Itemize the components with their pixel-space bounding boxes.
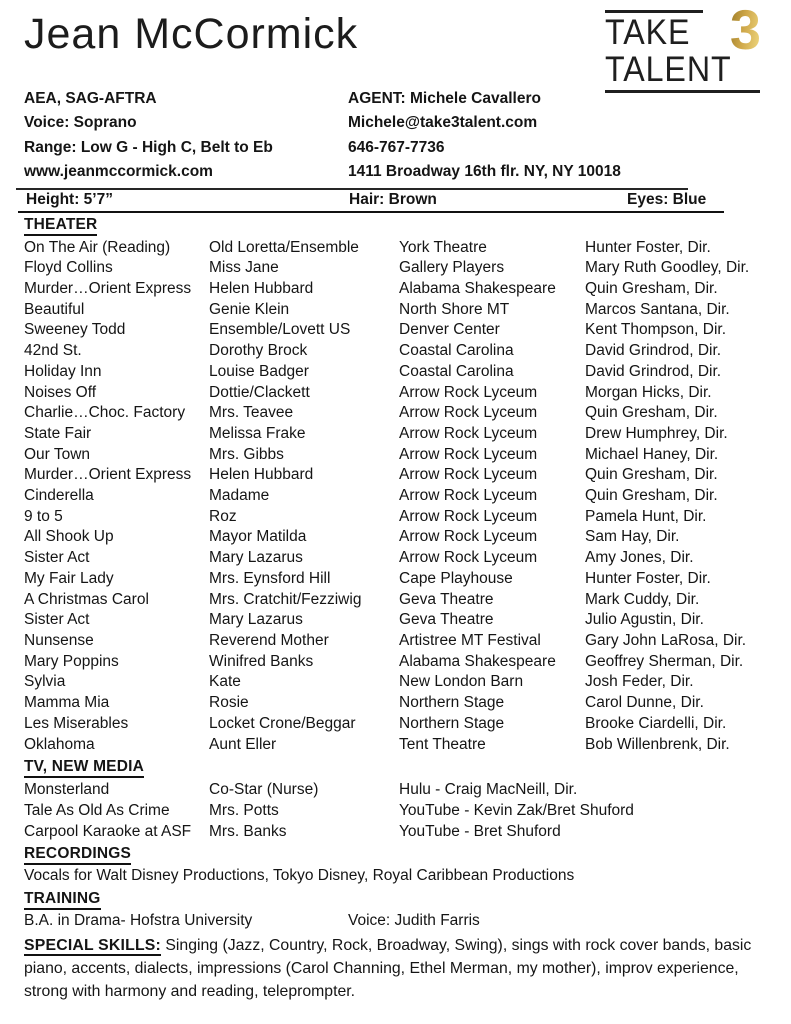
agent-name: AGENT: Michele Cavallero	[348, 90, 541, 107]
theater-cell-show: Sister Act	[24, 549, 90, 567]
take3talent-logo	[605, 0, 763, 93]
theater-cell-theatre: Tent Theatre	[399, 735, 486, 753]
tv-cell-role: Mrs. Banks	[209, 822, 287, 840]
theater-cell-director: Carol Dunne, Dir.	[585, 694, 704, 712]
theater-cell-role: Genie Klein	[209, 300, 290, 318]
training-degree: B.A. in Drama- Hofstra University	[24, 912, 253, 930]
theater-cell-role: Aunt Eller	[209, 735, 277, 753]
theater-cell-theatre: Coastal Carolina	[399, 342, 514, 360]
tv-cell-network: YouTube - Kevin Zak/Bret Shuford	[399, 801, 634, 819]
theater-cell-director: Quin Gresham, Dir.	[585, 280, 718, 298]
training-section-header: TRAINING	[24, 889, 101, 910]
theater-cell-role: Reverend Mother	[209, 631, 329, 649]
theater-cell-role: Dottie/Clackett	[209, 383, 310, 401]
theater-cell-director: Quin Gresham, Dir.	[585, 404, 718, 422]
theater-cell-theatre: Alabama Shakespeare	[399, 280, 556, 298]
theater-cell-role: Mrs. Cratchit/Fezziwig	[209, 590, 362, 608]
theater-cell-theatre: Gallery Players	[399, 259, 505, 277]
theater-cell-show: 42nd St.	[24, 342, 82, 360]
theater-cell-show: Charlie…Choc. Factory	[24, 404, 186, 422]
theater-cell-director: Drew Humphrey, Dir.	[585, 424, 728, 442]
theater-cell-show: Holiday Inn	[24, 362, 102, 380]
theater-cell-theatre: Coastal Carolina	[399, 362, 514, 380]
theater-cell-role: Melissa Frake	[209, 424, 306, 442]
theater-cell-show: Mamma Mia	[24, 694, 110, 712]
theater-cell-role: Old Loretta/Ensemble	[209, 238, 359, 256]
recordings-section-header: RECORDINGS	[24, 844, 131, 865]
theater-cell-director: Mary Ruth Goodley, Dir.	[585, 259, 750, 277]
theater-cell-show: Cinderella	[24, 487, 94, 505]
theater-cell-role: Mary Lazarus	[209, 611, 303, 629]
theater-cell-theatre: York Theatre	[399, 238, 487, 256]
special-skills-paragraph	[24, 934, 769, 1003]
logo-gold-three: 3	[729, 0, 761, 61]
theater-cell-director: Morgan Hicks, Dir.	[585, 383, 712, 401]
theater-table	[24, 238, 767, 756]
theater-cell-show: Sister Act	[24, 611, 90, 629]
theater-cell-role: Mrs. Teavee	[209, 404, 294, 422]
tv-cell-role: Co-Star (Nurse)	[209, 781, 319, 799]
recordings-text: Vocals for Walt Disney Productions, Tokyo Disney, Royal Caribbean Productions	[24, 867, 575, 885]
theater-cell-theatre: North Shore MT	[399, 300, 510, 318]
theater-cell-director: Quin Gresham, Dir.	[585, 487, 718, 505]
theater-cell-show: Noises Off	[24, 383, 97, 401]
theater-cell-theatre: Arrow Rock Lyceum	[399, 383, 538, 401]
theater-cell-director: Marcos Santana, Dir.	[585, 300, 730, 318]
theater-cell-director: Brooke Ciardelli, Dir.	[585, 714, 727, 732]
theater-section-header: THEATER	[24, 215, 97, 236]
theater-cell-theatre: Arrow Rock Lyceum	[399, 424, 538, 442]
theater-cell-director: Kent Thompson, Dir.	[585, 321, 727, 339]
union-affiliations: AEA, SAG-AFTRA	[24, 90, 157, 107]
theater-cell-show: Our Town	[24, 445, 91, 463]
theater-cell-role: Mary Lazarus	[209, 549, 303, 567]
theater-cell-show: On The Air (Reading)	[24, 238, 171, 256]
theater-cell-director: Julio Agustin, Dir.	[585, 611, 704, 629]
tv-cell-show: Carpool Karaoke at ASF	[24, 822, 192, 840]
theater-cell-role: Miss Jane	[209, 259, 279, 277]
theater-cell-theatre: Arrow Rock Lyceum	[399, 549, 538, 567]
theater-cell-theatre: Arrow Rock Lyceum	[399, 445, 538, 463]
tv-cell-show: Monsterland	[24, 781, 110, 799]
theater-cell-theatre: Arrow Rock Lyceum	[399, 487, 538, 505]
theater-cell-director: Pamela Hunt, Dir.	[585, 507, 707, 525]
theater-cell-show: Murder…Orient Express	[24, 466, 192, 484]
theater-cell-role: Kate	[209, 673, 241, 691]
theater-cell-director: Hunter Foster, Dir.	[585, 569, 711, 587]
theater-cell-show: A Christmas Carol	[24, 590, 149, 608]
theater-cell-role: Rosie	[209, 694, 249, 712]
tv-cell-network: Hulu - Craig MacNeill, Dir.	[399, 781, 578, 799]
training-voice-teacher: Voice: Judith Farris	[348, 912, 480, 930]
vocal-range: Range: Low G - High C, Belt to Eb	[24, 138, 273, 156]
theater-cell-theatre: Cape Playhouse	[399, 569, 513, 587]
theater-cell-role: Roz	[209, 507, 237, 525]
theater-cell-director: Geoffrey Sherman, Dir.	[585, 652, 744, 670]
theater-cell-director: Mark Cuddy, Dir.	[585, 590, 700, 608]
theater-cell-show: Sylvia	[24, 673, 66, 691]
theater-cell-theatre: Denver Center	[399, 321, 500, 339]
theater-cell-role: Madame	[209, 487, 270, 505]
contact-block	[24, 87, 767, 185]
theater-cell-role: Winifred Banks	[209, 652, 314, 670]
logo-word-talent: TALENT	[605, 50, 732, 89]
theater-cell-director: Sam Hay, Dir.	[585, 528, 680, 546]
theater-cell-role: Ensemble/Lovett US	[209, 321, 351, 339]
theater-cell-theatre: Artistree MT Festival	[399, 631, 541, 649]
agent-phone: 646-767-7736	[348, 138, 445, 156]
theater-cell-role: Helen Hubbard	[209, 280, 314, 298]
theater-cell-show: Les Miserables	[24, 714, 129, 732]
contact-right-column	[348, 87, 767, 185]
theater-cell-show: My Fair Lady	[24, 569, 114, 587]
theater-cell-role: Mrs. Gibbs	[209, 445, 284, 463]
theater-cell-role: Helen Hubbard	[209, 466, 314, 484]
theater-cell-show: 9 to 5	[24, 507, 63, 525]
theater-cell-theatre: Northern Stage	[399, 694, 505, 712]
theater-cell-show: Floyd Collins	[24, 259, 113, 277]
theater-cell-director: Gary John LaRosa, Dir.	[585, 631, 747, 649]
tv-cell-show: Tale As Old As Crime	[24, 801, 170, 819]
theater-cell-director: Amy Jones, Dir.	[585, 549, 694, 567]
special-skills-label: SPECIAL SKILLS:	[24, 937, 161, 955]
page-title: Jean McCormick	[24, 10, 359, 58]
eyes-value: Eyes: Blue	[627, 190, 707, 208]
agent-address: 1411 Broadway 16th flr. NY, NY 10018	[348, 163, 621, 181]
theater-cell-role: Locket Crone/Beggar	[209, 714, 356, 732]
special-skills-text: Singing (Jazz, Country, Rock, Broadway, Swing), sings with rock cover bands, basic piano, accents, dialects, impressions (Carol Channing, Ethel Merman, my mother), improv experience, strong with harmony and reading, teleprompter.	[24, 937, 752, 1001]
theater-cell-role: Dorothy Brock	[209, 342, 308, 360]
theater-cell-show: Murder…Orient Express	[24, 280, 192, 298]
theater-cell-director: Michael Haney, Dir.	[585, 445, 719, 463]
theater-cell-show: All Shook Up	[24, 528, 114, 546]
theater-cell-theatre: Arrow Rock Lyceum	[399, 404, 538, 422]
theater-cell-theatre: New London Barn	[399, 673, 524, 691]
height-value: Height: 5’7”	[26, 190, 113, 208]
contact-left-column	[24, 87, 348, 185]
theater-cell-role: Mayor Matilda	[209, 528, 307, 546]
theater-cell-theatre: Arrow Rock Lyceum	[399, 466, 538, 484]
tv-cell-role: Mrs. Potts	[209, 801, 279, 819]
theater-cell-theatre: Northern Stage	[399, 714, 505, 732]
theater-cell-director: David Grindrod, Dir.	[585, 362, 722, 380]
tv-section-header: TV, NEW MEDIA	[24, 757, 144, 778]
training-row	[24, 910, 767, 931]
tv-table	[24, 780, 767, 842]
voice-type: Voice: Soprano	[24, 114, 137, 132]
theater-cell-director: Bob Willenbrenk, Dir.	[585, 735, 730, 753]
theater-cell-show: Oklahoma	[24, 735, 95, 753]
theater-cell-director: Quin Gresham, Dir.	[585, 466, 718, 484]
personal-website: www.jeanmccormick.com	[24, 163, 213, 181]
logo-word-take: TAKE	[605, 13, 691, 52]
theater-cell-theatre: Geva Theatre	[399, 590, 494, 608]
theater-cell-show: Beautiful	[24, 300, 85, 318]
theater-cell-role: Mrs. Eynsford Hill	[209, 569, 331, 587]
theater-cell-show: Sweeney Todd	[24, 321, 126, 339]
theater-cell-theatre: Arrow Rock Lyceum	[399, 528, 538, 546]
theater-cell-director: David Grindrod, Dir.	[585, 342, 722, 360]
theater-cell-theatre: Arrow Rock Lyceum	[399, 507, 538, 525]
theater-cell-theatre: Geva Theatre	[399, 611, 494, 629]
vitals-row	[18, 190, 724, 213]
theater-cell-director: Hunter Foster, Dir.	[585, 238, 711, 256]
hair-value: Hair: Brown	[349, 190, 437, 208]
theater-cell-show: Mary Poppins	[24, 652, 119, 670]
logo-bottom-rule	[605, 90, 760, 93]
tv-cell-network: YouTube - Bret Shuford	[399, 822, 561, 840]
theater-cell-role: Louise Badger	[209, 362, 309, 380]
theater-cell-theatre: Alabama Shakespeare	[399, 652, 556, 670]
theater-cell-show: State Fair	[24, 424, 92, 442]
agent-email: Michele@take3talent.com	[348, 114, 538, 132]
theater-cell-show: Nunsense	[24, 631, 94, 649]
theater-cell-director: Josh Feder, Dir.	[585, 673, 694, 691]
